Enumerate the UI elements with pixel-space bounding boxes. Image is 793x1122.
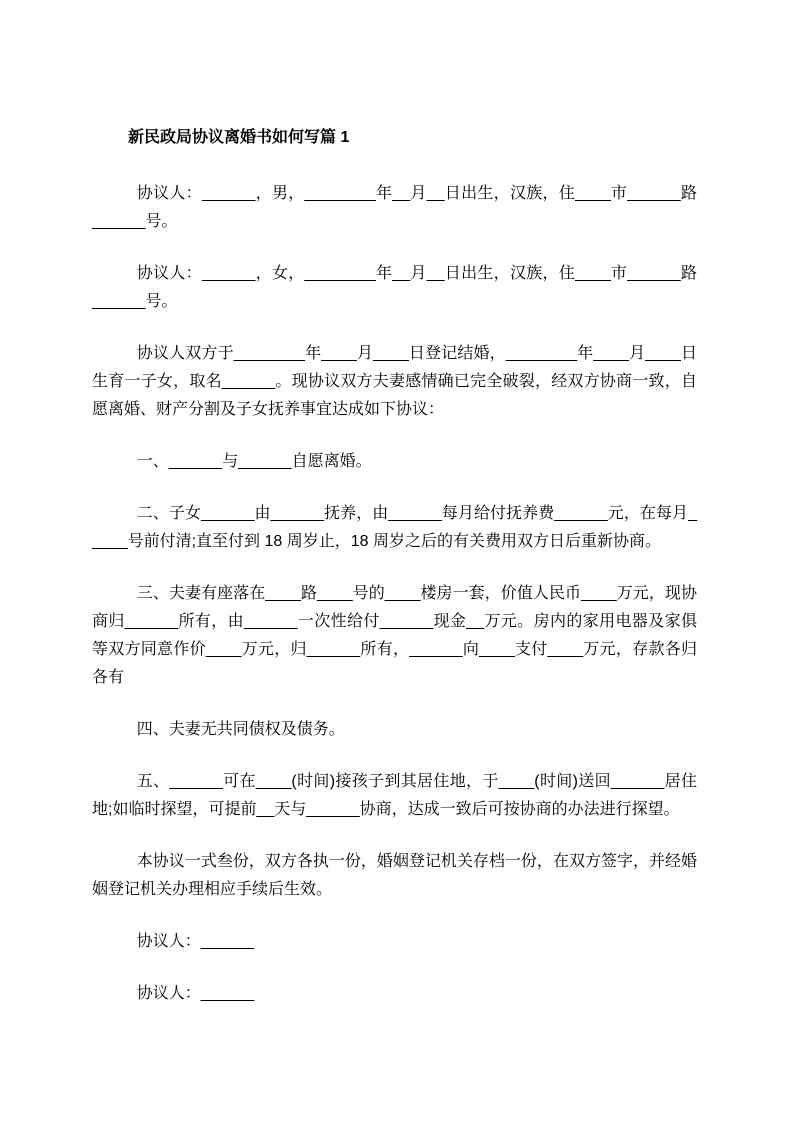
paragraph-party-a-info: 协议人：______，男，________年__月__日出生，汉族，住____市______路______号。 (92, 185, 697, 230)
signature-line-party-a: 协议人：______ (136, 933, 255, 950)
clause-2-child-custody-support: 二、子女______由______抚养，由______每月给付抚养费______元，在每月_____号前付清;直至付到 18 周岁止，18 周岁之后的有关费用双方日后重新协商。 (92, 505, 697, 550)
clause-3-property-division: 三、夫妻有座落在____路____号的____楼房一套，价值人民币____万元，现协商归______所有，由______一次性给付______现金__万元。房内的家用电器及家俱等双方同意作价____万元，归______所有，______向____支付____万元，存款各归各有 (92, 585, 697, 686)
paragraph-copies-and-effectiveness: 本协议一式叁份，双方各执一份，婚姻登记机关存档一份，在双方签字，并经婚姻登记机关办理相应手续后生效。 (92, 853, 697, 898)
paragraph-party-b-info: 协议人：______，女，________年__月__日出生，汉族，住____市______路______号。 (92, 265, 697, 310)
paragraph-marriage-and-preamble: 协议人双方于________年____月____日登记结婚，________年____月____日生育一子女，取名______。现协议双方夫妻感情确已完全破裂，经双方协商一致，自愿离婚、财产分割及子女抚养事宜达成如下协议： (92, 345, 697, 418)
document-title: 新民政局协议离婚书如何写篇 1 (128, 129, 350, 146)
signature-line-party-b: 协议人：______ (136, 985, 255, 1002)
clause-1-voluntary-divorce: 一、______与______自愿离婚。 (136, 453, 372, 470)
clause-4-debts: 四、夫妻无共同债权及债务。 (136, 721, 345, 738)
clause-5-visitation: 五、______可在____(时间)接孩子到其居住地，于____(时间)送回______居住地;如临时探望，可提前__天与______协商，达成一致后可按协商的办法进行探望。 (92, 773, 697, 818)
